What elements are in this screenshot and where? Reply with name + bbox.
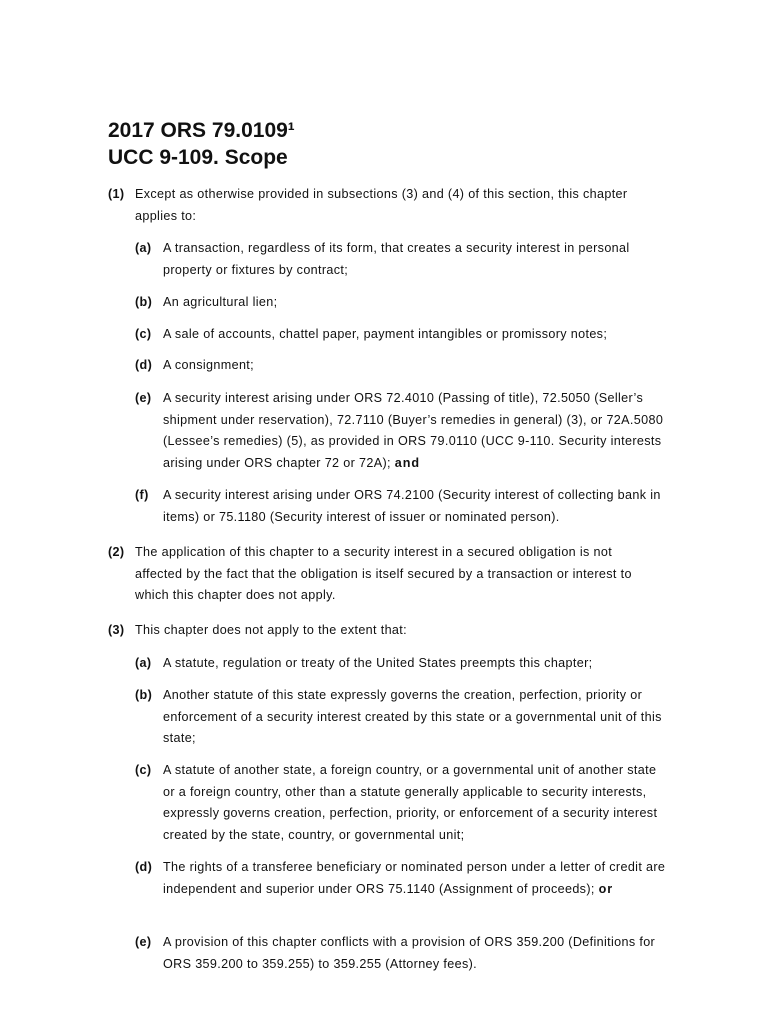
subparagraph-letter: (c) xyxy=(135,327,152,341)
subparagraph-text: An agricultural lien; xyxy=(163,295,278,309)
subparagraph-text: A security interest arising under ORS 74.2100 (Security interest of collecting bank in items) or 75.1180 (Security interest of issuer or nominated person). xyxy=(163,488,661,524)
subparagraph-body: A security interest arising under ORS 72.4010 (Passing of title), 72.5050 (Seller’s shipment under reservation), 72.7110 (Buyer’s remedies in general) (3), or 72A.5080 (Lessee’s remedies) (5), as provided in ORS 79.0110 (UCC 9-110. Security interests arising under ORS chapter 72 or 72A); xyxy=(163,391,664,470)
page-title xyxy=(108,117,295,171)
paragraph-text: Except as otherwise provided in subsections (3) and (4) of this section, this chapter applies to: xyxy=(135,187,628,223)
subparagraph-letter: (d) xyxy=(135,358,153,372)
paragraph-text: This chapter does not apply to the extent that: xyxy=(135,623,407,637)
subparagraph-letter: (e) xyxy=(135,935,152,949)
subparagraph-text xyxy=(163,857,668,900)
subparagraph-text: A consignment; xyxy=(163,358,255,372)
subparagraph-text: A statute, regulation or treaty of the United States preempts this chapter; xyxy=(163,656,593,670)
subparagraph-letter: (c) xyxy=(135,763,152,777)
title-ucc-scope: UCC 9-109. Scope xyxy=(108,146,288,169)
paragraph-number: (2) xyxy=(108,545,125,559)
paragraph-number: (3) xyxy=(108,623,125,637)
subparagraph-letter: (b) xyxy=(135,688,153,702)
subparagraph-text: A provision of this chapter conflicts with a provision of ORS 359.200 (Definitions for ORS 359.200 to 359.255) to 359.255 (Attorney fees). xyxy=(163,935,656,971)
conjunction-or: or xyxy=(598,881,614,896)
subparagraph-letter: (a) xyxy=(135,656,152,670)
subparagraph-text: A sale of accounts, chattel paper, payment intangibles or promissory notes; xyxy=(163,327,608,341)
title-statute-number: 2017 ORS 79.0109¹ xyxy=(108,119,295,142)
subparagraph-letter: (d) xyxy=(135,860,153,874)
conjunction-and: and xyxy=(394,455,421,470)
subparagraph-body: The rights of a transferee beneficiary or nominated person under a letter of credit are independent and superior under ORS 75.1140 (Assignment of proceeds); xyxy=(163,860,666,896)
subparagraph-text: A statute of another state, a foreign country, or a governmental unit of another state or a foreign country, other than a statute generally applicable to security interests, expressly governs creation, perfection, priority, or enforcement of a security interest created by the state, country, or governmental unit; xyxy=(163,763,658,842)
paragraph-number: (1) xyxy=(108,187,125,201)
paragraph-text: The application of this chapter to a security interest in a secured obligation is not affected by the fact that the obligation is itself secured by a transaction or interest to which this chapter does not apply. xyxy=(135,545,632,603)
subparagraph-letter: (e) xyxy=(135,391,152,405)
subparagraph-letter: (a) xyxy=(135,241,152,255)
subparagraph-text: Another statute of this state expressly governs the creation, perfection, priority or enforcement of a security interest created by this state or a governmental unit of this state; xyxy=(163,688,662,746)
subparagraph-letter: (f) xyxy=(135,488,149,502)
subparagraph-text: A transaction, regardless of its form, that creates a security interest in personal property or fixtures by contract; xyxy=(163,241,630,277)
subparagraph-letter: (b) xyxy=(135,295,153,309)
subparagraph-text xyxy=(163,388,668,474)
